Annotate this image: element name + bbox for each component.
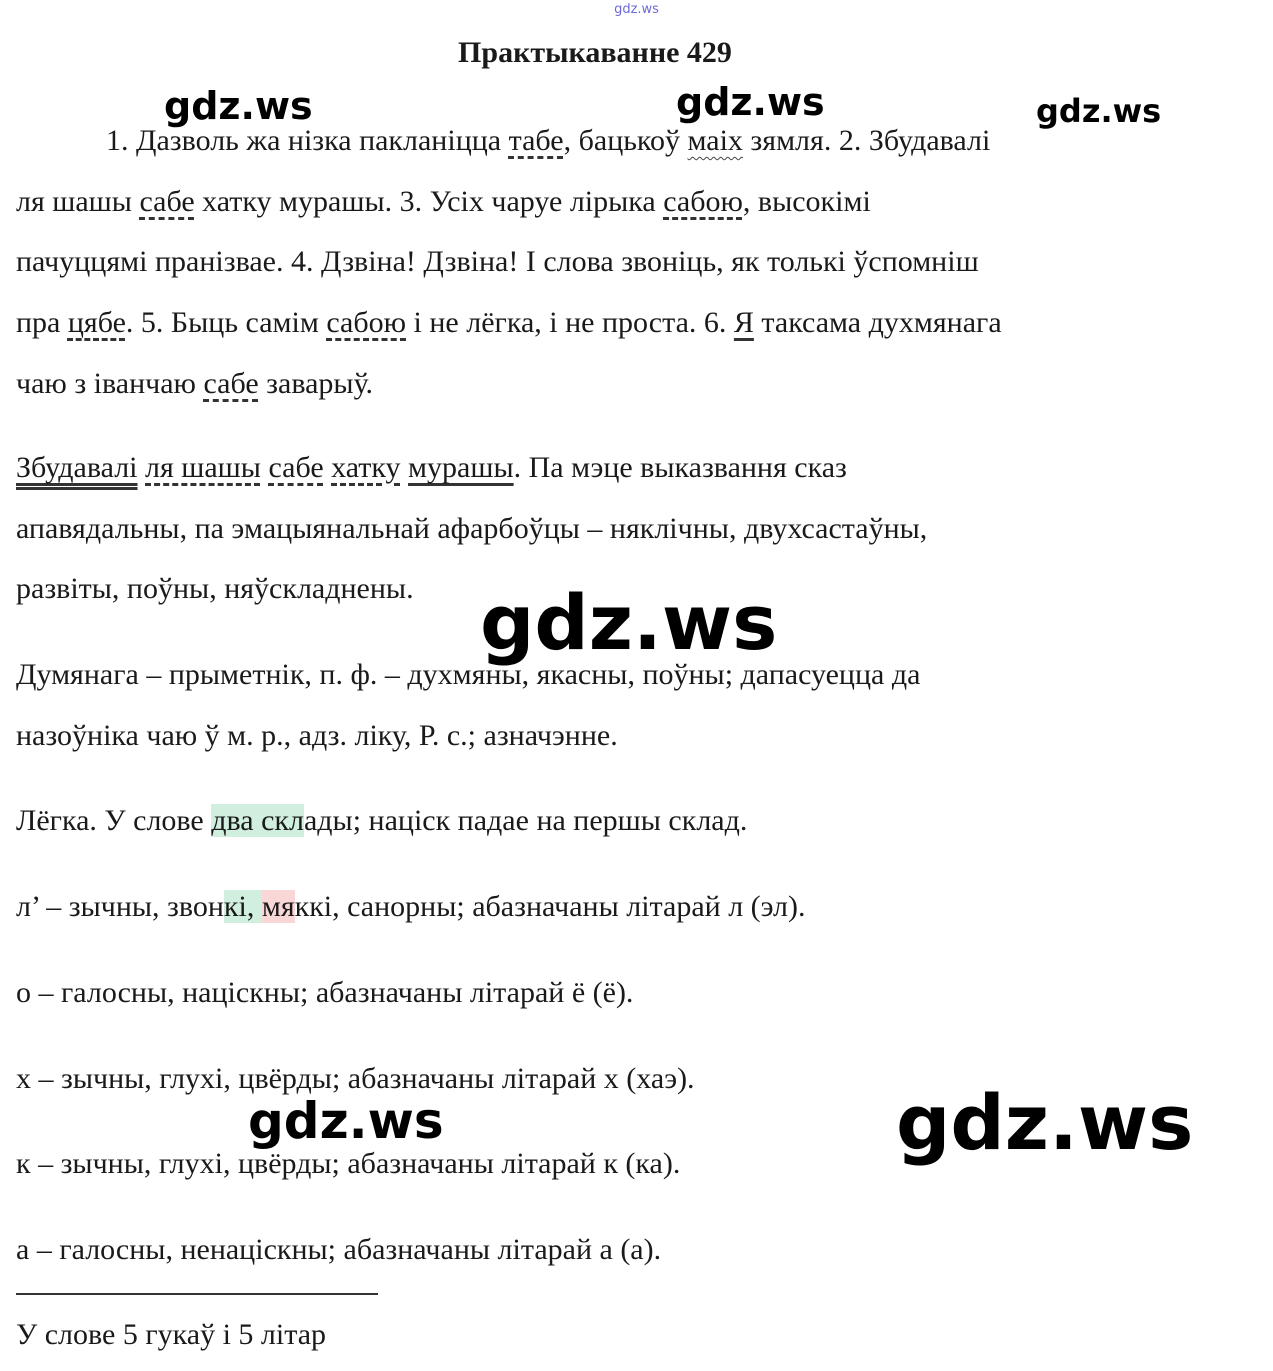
predicate-word: Збудавалі [16, 451, 138, 484]
summary-line: У слове 5 гукаў і 5 літар [16, 1318, 327, 1351]
phoneme-l: л’ – зычны, звонкі, мяккі, санорны; абазначаны літарай л (эл). [16, 890, 806, 923]
word-analysis-line-1: Думянага – прыметнік, п. ф. – духмяны, якасны, поўны; дапасуецца да [16, 658, 921, 691]
phoneme-kh: х – зычны, глухі, цвёрды; абазначаны літарай х (хаэ). [16, 1062, 695, 1095]
pronoun-word: Я [733, 306, 754, 339]
pronoun-word: сабою [663, 185, 743, 218]
pronoun-word: цябе [67, 306, 126, 339]
sentence-analysis-line-1: Збудавалі ля шашы сабе хатку мурашы. Па мэце выказвання сказ [16, 451, 847, 484]
subject-word: мурашы [408, 451, 514, 484]
exercise-line-4: пра цябе. 5. Быць самім сабою і не лёгка, і не проста. 6. Я таксама духмянага [16, 306, 1002, 339]
adverbial-word: ля шашы [145, 451, 261, 484]
watermark: gdz.ws [480, 578, 778, 667]
watermark: gdz.ws [248, 1092, 444, 1150]
highlight: мя [261, 890, 295, 923]
divider [16, 1293, 378, 1295]
exercise-line-3: пачуццямі пранізвае. 4. Дзвіна! Дзвіна! І слова звоніць, як толькі ўспомніш [16, 245, 979, 278]
top-watermark: gdz.ws [614, 2, 659, 17]
exercise-line-1: 1. Дазволь жа нізка пакланіцца табе, бацькоў маіх зямля. 2. Збудавалі [106, 124, 991, 157]
page-title: Практыкаванне 429 [458, 36, 732, 69]
phoneme-a: а – галосны, ненаціскны; абазначаны літарай а (а). [16, 1233, 662, 1266]
phonetic-intro: Лёгка. У слове два склады; націск падае на першы склад. [16, 804, 748, 837]
watermark: gdz.ws [1036, 92, 1162, 130]
phoneme-k: к – зычны, глухі, цвёрды; абазначаны літарай к (ка). [16, 1147, 681, 1180]
highlight: кі, [223, 890, 262, 923]
pronoun-word: сабою [326, 306, 407, 339]
phoneme-o: о – галосны, націскны; абазначаны літарай ё (ё). [16, 976, 634, 1009]
watermark: gdz.ws [164, 84, 313, 128]
watermark: gdz.ws [676, 80, 825, 124]
exercise-line-5: чаю з іванчаю сабе заварыў. [16, 367, 374, 400]
pronoun-word: табе [508, 124, 564, 157]
pronoun-word: сабе [203, 367, 259, 400]
pronoun-word: сабе [139, 185, 195, 218]
sentence-analysis-line-3: развіты, поўны, няўскладнены. [16, 572, 414, 605]
object-word: хатку [331, 451, 401, 484]
word-analysis-line-2: назоўніка чаю ў м. р., адз. ліку, Р. с.; азначэнне. [16, 719, 618, 752]
sentence-analysis-line-2: апавядальны, па эмацыянальнай афарбоўцы – няклічны, двухсастаўны, [16, 512, 928, 545]
exercise-line-2: ля шашы сабе хатку мурашы. 3. Усіх чаруе лірыка сабою, высокімі [16, 185, 871, 218]
highlight: два скл [211, 804, 304, 837]
pronoun-word: маіх [687, 124, 743, 157]
object-word: сабе [268, 451, 324, 484]
watermark: gdz.ws [896, 1078, 1194, 1167]
